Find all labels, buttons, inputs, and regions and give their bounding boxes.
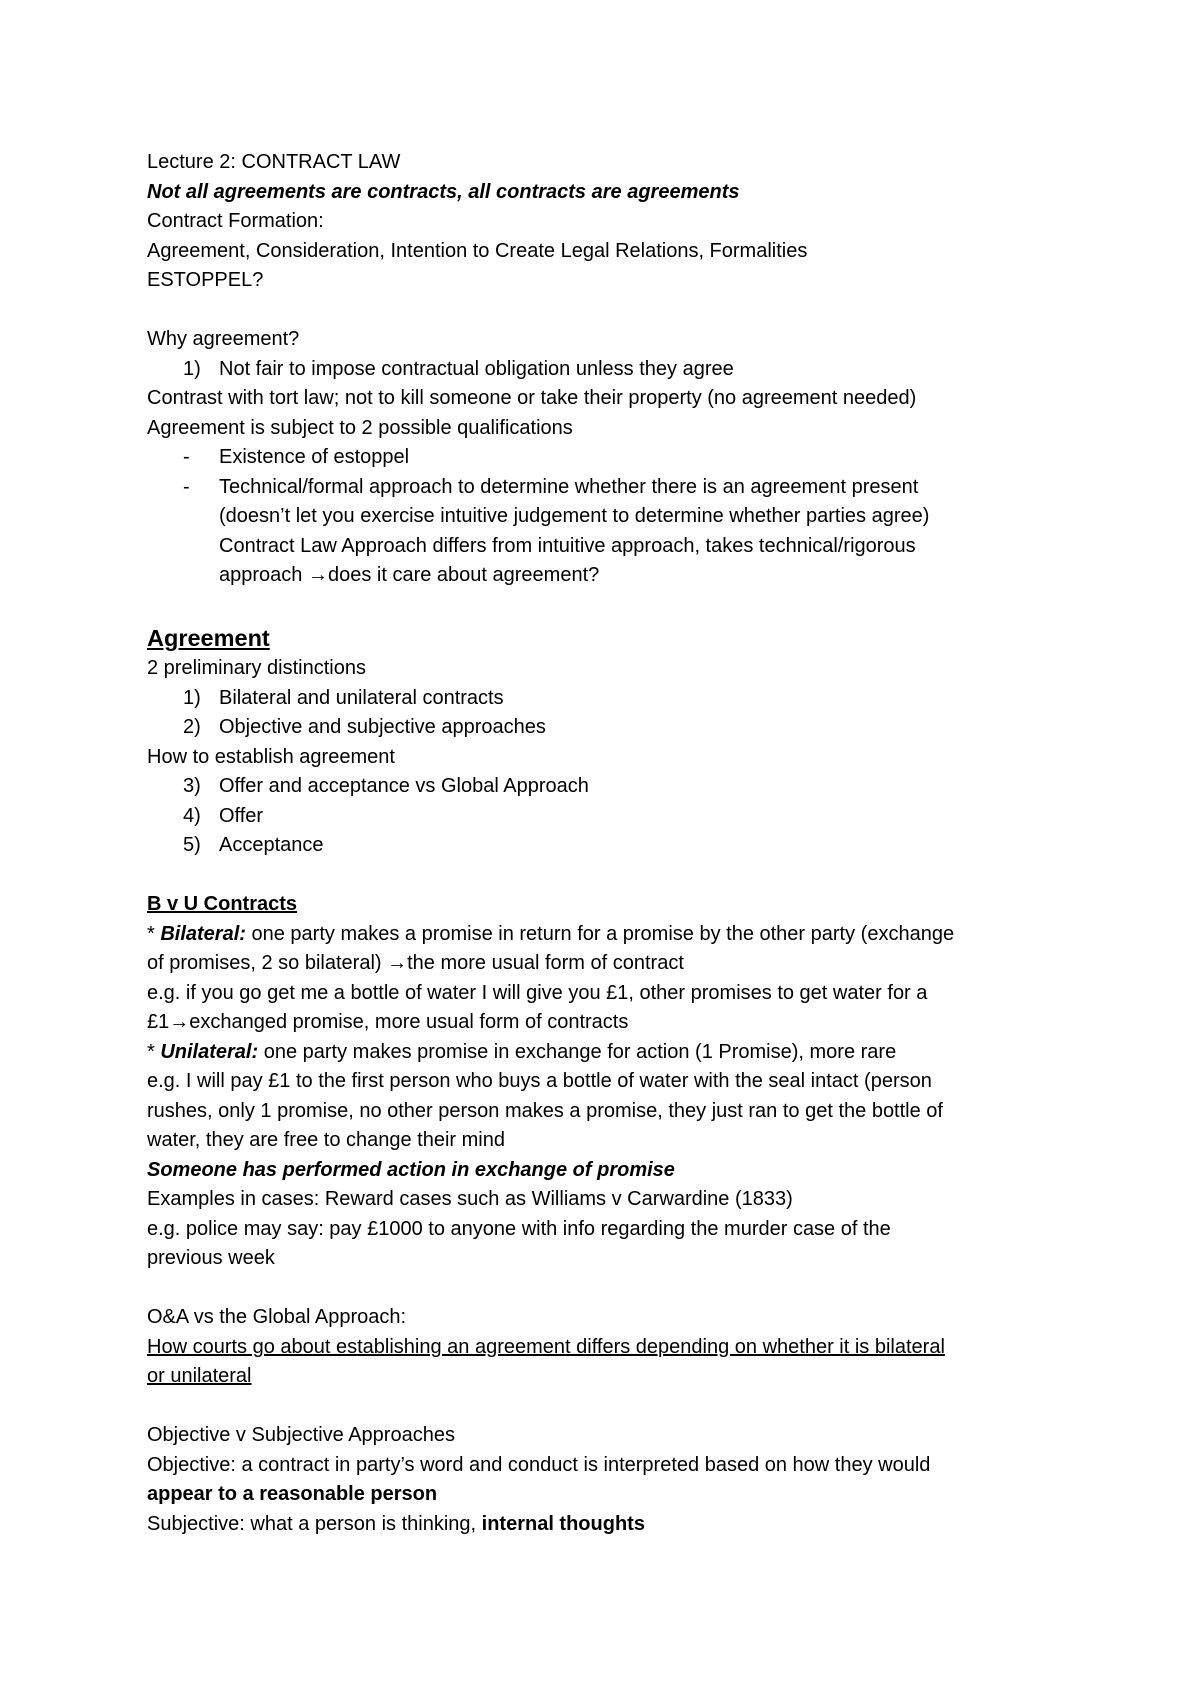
oa-note-cont: or unilateral <box>147 1365 252 1387</box>
oa-note: How courts go about establishing an agreement differs depending on whether it is bilateral <box>147 1335 945 1358</box>
formation-label: Contract Formation: <box>147 210 324 232</box>
text-run: of promises, 2 so bilateral) <box>147 952 388 974</box>
tort-contrast: Contrast with tort law; not to kill someone or take their property (no agreement needed) <box>147 387 917 409</box>
list-marker: 1) <box>183 686 201 709</box>
star-marker: * <box>147 922 161 945</box>
arrow-icon: → <box>387 952 408 974</box>
text-run: exchanged promise, more usual form of contracts <box>189 1011 629 1033</box>
list-item <box>147 684 1100 714</box>
arrow-icon: → <box>169 1011 190 1033</box>
list-marker: 3) <box>183 775 201 797</box>
lecture-title: Lecture 2: CONTRACT LAW <box>147 151 401 173</box>
text-run: one party makes promise in exchange for action (1 Promise), more rare <box>258 1040 897 1063</box>
dash-marker: - <box>183 446 190 468</box>
example-unilateral: e.g. I will pay £1 to the first person who buys a bottle of water with the seal intact (person <box>147 1070 932 1092</box>
list-item-text: Not fair to impose contractual obligation unless they agree <box>219 357 734 380</box>
bilateral-label: Bilateral: <box>160 922 246 945</box>
formation-items: Agreement, Consideration, Intention to Create Legal Relations, Formalities <box>147 239 808 262</box>
oa-title: O&A vs the Global Approach: <box>147 1306 407 1328</box>
list-marker: 4) <box>183 804 201 827</box>
spacer <box>147 591 1100 621</box>
why-question: Why agreement? <box>147 328 300 350</box>
list-item <box>147 802 1100 832</box>
dash-item-continuation: Contract Law Approach differs from intuitive approach, takes technical/rigorous <box>219 534 916 557</box>
text-run: does it care about agreement? <box>327 564 600 586</box>
performed-note: Someone has performed action in exchange of promise <box>147 1158 675 1181</box>
list-item <box>147 713 1100 743</box>
example-bilateral: e.g. if you go get me a bottle of water I will give you £1, other promises to get water for a <box>147 981 928 1004</box>
section-heading-bvu: B v U Contracts <box>147 893 298 915</box>
qualifications-intro: Agreement is subject to 2 possible qualifications <box>147 416 573 439</box>
estoppel-line: ESTOPPEL? <box>147 269 264 291</box>
list-marker: 2) <box>183 716 201 738</box>
unilateral-definition <box>147 1038 1100 1068</box>
subjective-definition <box>147 1510 1100 1540</box>
text-run: £1 <box>147 1011 170 1033</box>
distinctions-intro: 2 preliminary distinctions <box>147 657 366 679</box>
list-item <box>147 831 1100 861</box>
list-item-text: Offer <box>219 804 264 827</box>
spacer <box>147 1392 1100 1422</box>
unilateral-label: Unilateral: <box>160 1040 259 1063</box>
dash-item-text: Existence of estoppel <box>219 446 410 468</box>
objective-definition-cont: appear to a reasonable person <box>147 1483 438 1505</box>
list-marker: 5) <box>183 834 201 856</box>
text-run: approach <box>219 564 308 586</box>
tagline: Not all agreements are contracts, all contracts are agreements <box>147 180 740 203</box>
dash-marker: - <box>183 475 190 498</box>
dash-item-continuation <box>147 561 1100 591</box>
ovs-title: Objective v Subjective Approaches <box>147 1424 455 1446</box>
list-marker: 1) <box>183 357 201 380</box>
list-item-text: Bilateral and unilateral contracts <box>219 686 504 709</box>
dash-item <box>147 443 1100 473</box>
spacer <box>147 861 1100 891</box>
list-item-text: Objective and subjective approaches <box>219 716 546 738</box>
star-marker: * <box>147 1040 161 1063</box>
objective-definition: Objective: a contract in party’s word and conduct is interpreted based on how they would <box>147 1453 931 1476</box>
spacer <box>147 296 1100 326</box>
case-examples: Examples in cases: Reward cases such as Williams v Carwardine (1833) <box>147 1188 793 1210</box>
example-unilateral-cont: water, they are free to change their mind <box>147 1129 505 1151</box>
list-item-text: Offer and acceptance vs Global Approach <box>219 775 589 797</box>
bilateral-definition-cont <box>147 949 1100 979</box>
dash-item-continuation: (doesn’t let you exercise intuitive judgement to determine whether parties agree) <box>219 505 930 527</box>
example-unilateral-cont: rushes, only 1 promise, no other person makes a promise, they just ran to get the bottle of <box>147 1099 943 1122</box>
list-item <box>147 772 1100 802</box>
bilateral-definition <box>147 920 1100 950</box>
example-bilateral-cont <box>147 1008 1100 1038</box>
list-item <box>147 355 1100 385</box>
arrow-icon: → <box>307 564 328 586</box>
text-run: one party makes a promise in return for a promise by the other party (exchange <box>245 922 955 945</box>
establish-intro: How to establish agreement <box>147 745 395 768</box>
dash-item-text: Technical/formal approach to determine whether there is an agreement present <box>219 475 919 498</box>
spacer <box>147 1274 1100 1304</box>
text-run-bold: internal thoughts <box>481 1512 645 1535</box>
list-item-text: Acceptance <box>219 834 324 856</box>
section-heading-agreement: Agreement <box>147 625 270 651</box>
text-run: Subjective: what a person is thinking, <box>147 1512 482 1535</box>
example-police: e.g. police may say: pay £1000 to anyone with info regarding the murder case of the <box>147 1217 891 1240</box>
dash-item <box>147 473 1100 503</box>
example-police-cont: previous week <box>147 1247 275 1269</box>
text-run: the more usual form of contract <box>407 952 684 974</box>
